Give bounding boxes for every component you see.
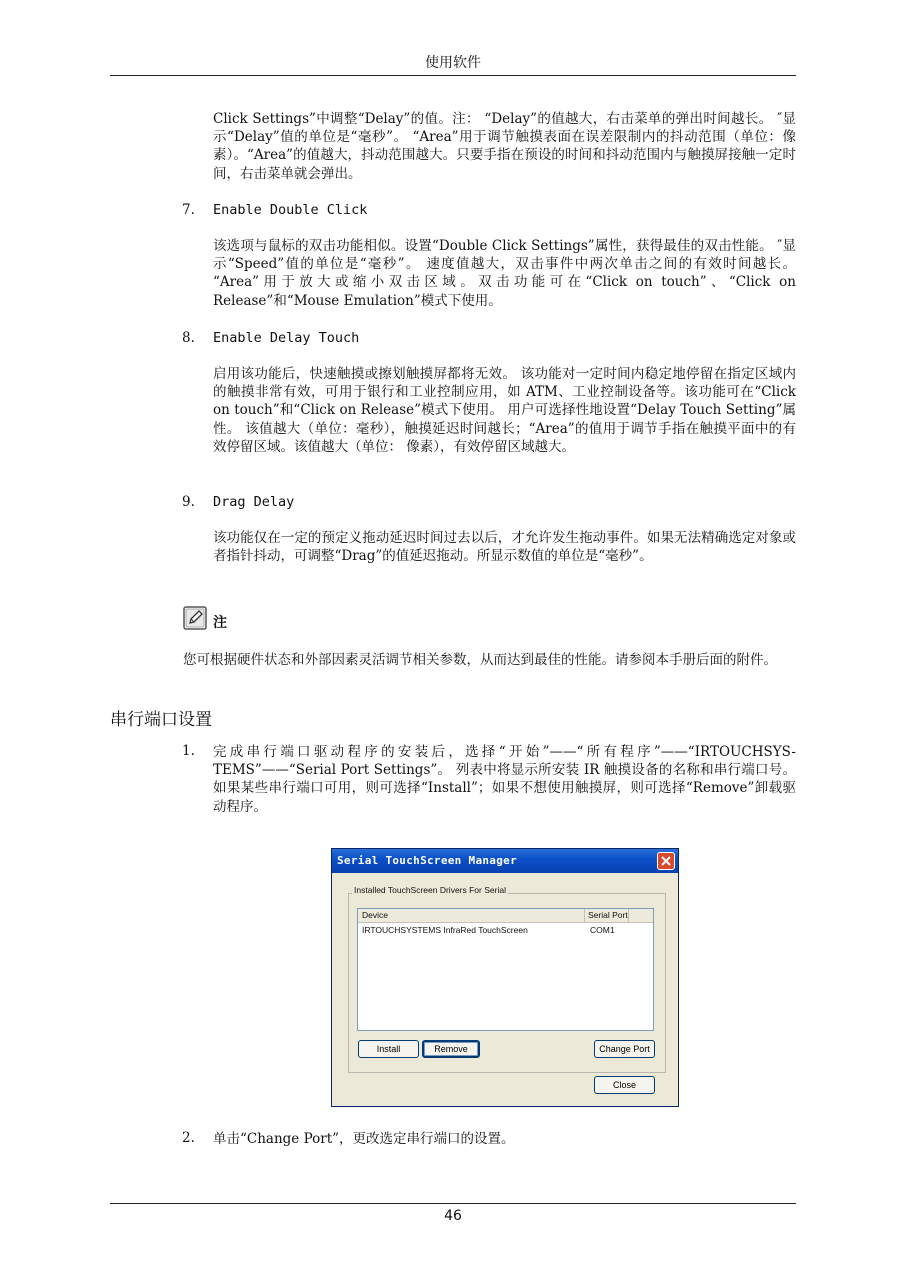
page-number: 46 <box>444 1208 462 1224</box>
listview-header <box>358 909 653 923</box>
note-text: 您可根据硬件状态和外部因素灵活调节相关参数，从而达到最佳的性能。请参阅本手册后面的附件。 <box>183 652 777 668</box>
change-port-button[interactable]: Change Port <box>594 1040 655 1058</box>
groupbox-label: Installed TouchScreen Drivers For Serial <box>354 885 506 895</box>
item-7-number: 7. <box>182 202 195 218</box>
footer-rule <box>110 1203 796 1204</box>
header-rule <box>110 75 796 76</box>
step-2-text: 单击“Change Port”，更改选定串行端口的设置。 <box>213 1131 515 1147</box>
item-9-title: Drag Delay <box>213 494 295 510</box>
note-pencil-icon <box>183 606 207 630</box>
section-heading: 串行端口设置 <box>110 710 212 730</box>
item-8-title: Enable Delay Touch <box>213 330 360 346</box>
page-header: 使用软件 <box>425 55 481 71</box>
item-8-body: 启用该功能后，快速触摸或擦划触摸屏都将无效。 该功能对一定时间内稳定地停留在指定区域内的触摸非常有效，可用于银行和工业控制应用，如 ATM、工业控制设备等。该功能可在“Click on touch”和“Click on Release”模式下使用。 用户可选择性地设置“Delay Touch Setting”属性。 该值越大（单位：毫秒），触摸延迟时间越长；“Area”的值用于调节手指在触摸平面中的有效停留区域。该值越大（单位： 像素），有效停留区域越大。 <box>213 366 796 455</box>
dialog-title: Serial TouchScreen Manager <box>337 854 517 867</box>
step-2-number: 2. <box>182 1130 195 1146</box>
column-separator[interactable] <box>584 909 585 922</box>
install-button[interactable]: Install <box>358 1040 419 1058</box>
close-icon[interactable] <box>657 852 675 870</box>
step-1-text: 完成串行端口驱动程序的安装后，选择“开始”——“所有程序”——“IRTOUCHSYS-TEMS”——“Serial Port Settings”。 列表中将显示所安装 IR 触摸设备的名称和串行端口号。如果某些串行端口可用，则可选择“Install”；如果不想使用触摸屏，则可选择“Remove”卸载驱动程序。 <box>213 744 796 815</box>
close-button[interactable]: Close <box>594 1076 655 1094</box>
row-device[interactable]: IRTOUCHSYSTEMS InfraRed TouchScreen <box>362 925 528 935</box>
serial-touchscreen-dialog <box>331 848 679 1107</box>
intro-paragraph: Click Settings”中调整“Delay”的值。注： “Delay”的值越大，右击菜单的弹出时间越长。 ″显示“Delay”值的单位是“毫秒”。 “Area”用于调节触摸表面在误差限制内的抖动范围（单位：像素）。“Area”的值越大，抖动范围越大。只要手指在预设的时间和抖动范围内与触摸屏接触一定时间，右击菜单就会弹出。 <box>213 111 796 182</box>
column-serial-port[interactable]: Serial Port <box>588 910 628 920</box>
note-label: 注 <box>213 615 227 631</box>
item-7-title: Enable Double Click <box>213 202 368 218</box>
step-1-number: 1. <box>182 743 195 759</box>
row-port[interactable]: COM1 <box>590 925 615 935</box>
item-9-body: 该功能仅在一定的预定义拖动延迟时间过去以后，才允许发生拖动事件。如果无法精确选定对象或者指针抖动，可调整“Drag”的值延迟拖动。所显示数值的单位是“毫秒”。 <box>213 530 796 565</box>
column-separator[interactable] <box>628 909 629 922</box>
item-9-number: 9. <box>182 494 195 510</box>
item-7-body: 该选项与鼠标的双击功能相似。设置“Double Click Settings”属性，获得最佳的双击性能。 ″显示“Speed”值的单位是“毫秒”。 速度值越大，双击事件中两次单击之间的有效时间越长。 “Area”用于放大或缩小双击区域。双击功能可在“Click on touch”、“Click on Release”和“Mouse Emulation”模式下使用。 <box>213 238 796 309</box>
column-device[interactable]: Device <box>362 910 388 920</box>
dialog-titlebar[interactable] <box>332 849 678 873</box>
remove-button[interactable]: Remove <box>422 1040 480 1058</box>
item-8-number: 8. <box>182 330 195 346</box>
drivers-listview[interactable] <box>357 908 654 1031</box>
